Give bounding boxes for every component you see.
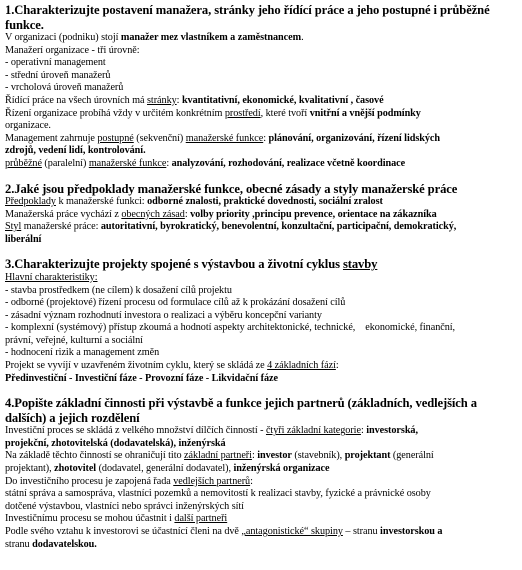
text: .	[301, 32, 304, 43]
spacer	[5, 171, 517, 182]
heading-underlined: stavby	[342, 257, 378, 272]
text: :	[251, 450, 258, 462]
paragraph	[5, 476, 517, 489]
paragraph	[5, 234, 517, 247]
section-1-heading: 1.Charakterizujte postavení manažera, stránky jeho řídící práce a jeho postupné i průběžné	[5, 3, 490, 17]
underlined-term: postupné	[97, 132, 134, 144]
paragraph: dotčené výstavbou, vlastníci nebo správci inženýrských sítí	[5, 500, 244, 512]
section-1	[5, 3, 517, 171]
emphasis: investorskou a	[380, 526, 443, 537]
underlined-term: průběžné	[5, 157, 42, 169]
text: :	[250, 475, 253, 487]
emphasis: analyzování, rozhodování, realizace včetně koordinace	[171, 157, 406, 169]
text: :	[184, 208, 191, 220]
list-item: - operativní management	[5, 57, 106, 69]
text: (generální	[390, 450, 434, 462]
section-4	[5, 396, 517, 551]
underlined-term: čtyři základní kategorie	[265, 425, 361, 437]
underlined-term: vedlejších partnerů	[173, 475, 251, 487]
section-1-heading-cont: funkce.	[5, 17, 44, 32]
paragraph	[5, 526, 517, 539]
emphasis: Předinvestiční - Investiční fáze - Provozní fáze - Likvidační fáze	[5, 372, 278, 384]
list-item: - odborné (projektové) řízení procesu od formulace cílů až k prokázání dosažení cílů	[5, 297, 346, 309]
section-2-heading: 2.Jaké jsou předpoklady manažerské funkce, obecné zásady a styly manažerské práce	[5, 181, 458, 196]
paragraph	[5, 450, 517, 463]
emphasis: vnitřní a vnější podmínky	[309, 107, 421, 119]
underlined-term: 4 základních fází	[267, 360, 336, 372]
paragraph	[5, 463, 517, 476]
list-item: - vrcholová úroveň manažerů	[5, 82, 124, 94]
paragraph	[5, 539, 517, 552]
section-4-heading-cont: dalších) a jejich rozdělení	[5, 410, 140, 425]
paragraph	[5, 158, 517, 171]
text: (stavebník),	[291, 450, 345, 462]
paragraph	[5, 32, 517, 45]
text: Investiční proces se skládá z velkého množství dílčích činností -	[5, 425, 266, 437]
text: (sekvenční)	[133, 132, 186, 144]
text: projektant),	[5, 463, 55, 475]
text: stranu	[5, 538, 33, 550]
paragraph	[5, 513, 517, 526]
paragraph	[5, 133, 517, 146]
list-item: - komplexní (systémový) přístup zkoumá a hodnotí aspekty architektonické, technické, ekonomické, finanční,	[5, 322, 456, 334]
text: k manažerské funkci:	[55, 196, 148, 208]
underlined-term: manažerské funkce	[88, 157, 167, 169]
underlined-term: základní partneři	[184, 450, 252, 462]
emphasis: kvantitativní, ekonomické, kvalitativní , časové	[181, 94, 384, 106]
spacer	[5, 246, 517, 257]
text: Manažerská práce vychází z	[5, 208, 122, 220]
paragraph: organizace.	[5, 120, 51, 132]
paragraph	[5, 196, 517, 209]
paragraph	[5, 438, 517, 451]
paragraph	[5, 95, 517, 108]
text: :	[335, 360, 339, 372]
paragraph	[5, 145, 517, 158]
emphasis: projekční, zhotovitelská (dodavatelská), inženýrská	[5, 437, 226, 449]
underlined-term: Hlavní charakteristiky:	[5, 271, 98, 283]
text: Management zahrnuje	[5, 132, 98, 144]
text: Podle svého vztahu k investorovi se účastnící členi na dvě	[5, 526, 242, 537]
paragraph: Manažerí organizace - tři úrovně:	[5, 44, 140, 56]
list-item: - hodnocení rizik a management změn	[5, 347, 160, 359]
emphasis: inženýrská organizace	[233, 463, 330, 475]
text: , které tvoří	[260, 107, 310, 119]
heading-text: 3.Charakterizujte projekty spojené s výstavbou a životní cyklus	[5, 257, 343, 272]
text: Projekt se vyvíjí v uzavřeném životním cyklu, který se skládá ze	[5, 360, 268, 372]
paragraph	[5, 425, 517, 438]
text: Řídící práce na všech úrovních má	[5, 94, 148, 106]
emphasis: liberální	[5, 233, 42, 245]
text: (dodavatel, generální dodavatel),	[96, 463, 234, 475]
underlined-term: další partneři	[174, 513, 228, 525]
list-item: - stavba prostředkem (ne cílem) k dosažení cílů projektu	[5, 284, 232, 296]
text: V organizaci (podniku) stojí	[5, 32, 121, 43]
text: :	[263, 132, 269, 144]
text: manažerské práce:	[21, 221, 101, 233]
underlined-term: stránky	[147, 94, 177, 106]
section-3-heading	[5, 257, 517, 272]
paragraph: státní správa a samospráva, vlastníci pozemků a nemovitostí k realizaci stavby, fyzické a právnické osoby	[5, 488, 431, 500]
text: Do investičního procesu je zapojená řada	[5, 475, 174, 487]
underlined-term: obecných zásad	[121, 208, 185, 220]
paragraph	[5, 272, 517, 285]
paragraph	[5, 360, 517, 373]
text: :	[166, 157, 172, 169]
text: Na základě těchto činností se ohraničují tito	[5, 450, 185, 462]
paragraph	[5, 221, 517, 234]
emphasis: zhotovitel	[54, 463, 97, 475]
emphasis: plánování, organizování, řízení lidských	[268, 132, 440, 144]
list-item: - střední úroveň manažerů	[5, 69, 111, 81]
text: (paralelní)	[41, 157, 89, 169]
list-item: - zásadní význam rozhodnutí investora o realizaci a výběru koncepční varianty	[5, 309, 322, 321]
section-3	[5, 257, 517, 385]
emphasis: projektant	[344, 450, 391, 462]
emphasis: zdrojů, vedení lidí, kontrolování.	[5, 145, 146, 157]
underlined-term: „antagonistické“ skupiny	[241, 526, 343, 537]
text: :	[176, 94, 182, 106]
text: Řízení organizace probíhá vždy v určitém konkrétním	[5, 107, 225, 119]
text: – stranu	[342, 526, 381, 537]
emphasis: dodavatelskou.	[32, 538, 97, 550]
emphasis: investorská,	[366, 425, 418, 437]
paragraph	[5, 108, 517, 121]
section-4-heading: 4.Popište základní činnosti při výstavbě a funkce jejich partnerů (základních, vedlejších a	[5, 396, 477, 411]
underlined-term: Předpoklady	[5, 196, 56, 208]
text: :	[360, 425, 367, 437]
underlined-term: Styl	[5, 221, 22, 233]
emphasis: autoritativní, byrokratický, benevolentní, konzultační, participační, demokratický,	[100, 221, 457, 233]
emphasis: odborné znalosti, praktické dovednosti, sociální zralost	[147, 196, 383, 208]
emphasis: manažer mez vlastníkem a zaměstnancem	[120, 32, 302, 43]
paragraph	[5, 373, 517, 386]
spacer	[5, 385, 517, 396]
emphasis: investor	[257, 450, 292, 462]
section-2	[5, 182, 517, 247]
underlined-term: prostředí	[224, 107, 261, 119]
text: Investičnímu procesu se mohou účastnit i	[5, 513, 175, 525]
underlined-term: manažerské funkce	[185, 132, 264, 144]
emphasis: volby priority ,principu prevence, orientace na zákazníka	[190, 208, 437, 220]
list-item: právní, veřejné, kulturní a sociální	[5, 334, 143, 346]
paragraph	[5, 209, 517, 222]
